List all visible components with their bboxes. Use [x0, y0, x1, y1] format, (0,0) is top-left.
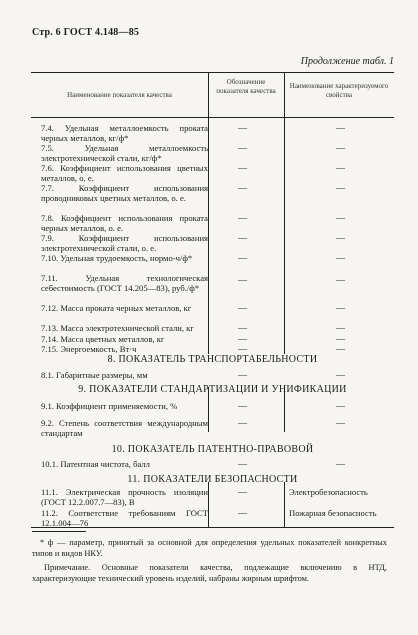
dash: — — [336, 275, 345, 285]
dash: — — [336, 370, 345, 380]
dash: — — [336, 163, 345, 173]
dash: — — [238, 143, 247, 153]
row-11-2: 11.2. Соответствие требованиям ГОСТ 12.1.004—76 — [41, 508, 208, 529]
dash: — — [336, 344, 345, 354]
dash: — — [238, 123, 247, 133]
dash: — — [336, 401, 345, 411]
section-11-title: 11. ПОКАЗАТЕЛИ БЕЗОПАСНОСТИ — [127, 474, 298, 485]
dash: — — [336, 143, 345, 153]
row-7-15: 7.15. Энергоемкость, Вт·ч — [41, 344, 137, 354]
footnote-separator — [32, 531, 86, 532]
dash: — — [336, 323, 345, 333]
header-property: Наименование характеризуемого свойства — [289, 82, 389, 99]
row-8-1: 8.1. Габаритные размеры, мм — [41, 370, 148, 380]
dash: — — [238, 275, 247, 285]
row-9-1: 9.1. Коэффициент применяемости, % — [41, 401, 178, 411]
dash: — — [238, 508, 247, 518]
dash: — — [238, 401, 247, 411]
row-10-1: 10.1. Патентная чистота, балл — [41, 459, 150, 469]
dash: — — [238, 459, 247, 469]
dash: — — [336, 183, 345, 193]
property-fire-safety: Пожарная безопасность — [289, 508, 377, 518]
table-top-border — [31, 72, 394, 73]
table-note: Примечание. Основные показатели качества, подлежащие включению в НТД, характеризующие технический уровень изделий, набраны жирным шрифтом. — [32, 563, 387, 583]
dash: — — [336, 233, 345, 243]
dash: — — [336, 418, 345, 428]
footnote: * ф — параметр, принятый за основной для определения удельных показателей конкретных типов и видов НКУ. — [32, 538, 387, 558]
dash: — — [238, 163, 247, 173]
section-10-title: 10. ПОКАЗАТЕЛЬ ПАТЕНТНО-ПРАВОВОЙ — [111, 444, 314, 455]
dash: — — [238, 253, 247, 263]
dash: — — [238, 233, 247, 243]
page-header: Стр. 6 ГОСТ 4.148—85 — [32, 27, 140, 38]
header-bottom-border — [31, 117, 394, 118]
dash: — — [336, 123, 345, 133]
row-7-8: 7.8. Коэффициент использования проката черных металлов, о. е. — [41, 213, 208, 234]
row-7-4: 7.4. Удельная металлоемкость проката черных металлов, кг/ф* — [41, 123, 208, 144]
dash: — — [238, 323, 247, 333]
section-8-title: 8. ПОКАЗАТЕЛЬ ТРАНСПОРТАБЕЛЬНОСТИ — [107, 354, 318, 365]
dash: — — [238, 487, 247, 497]
dash: — — [238, 183, 247, 193]
dash: — — [238, 303, 247, 313]
row-7-11: 7.11. Удельная технологическая себестоимость (ГОСТ 14.205—83), руб./ф* — [41, 273, 208, 294]
row-7-13: 7.13. Масса электротехнической стали, кг — [41, 323, 194, 333]
dash: — — [238, 418, 247, 428]
dash: — — [336, 253, 345, 263]
row-11-1: 11.1. Электрическая прочность изоляции (ГОСТ 12.2.007.7—83), В — [41, 487, 208, 508]
quality-indicators-table — [31, 72, 394, 527]
property-electrical-safety: Электробезопасность — [289, 487, 368, 497]
row-7-9: 7.9. Коэффициент использования электротехнической стали, о. е. — [41, 233, 208, 254]
col-divider-1c — [208, 482, 209, 527]
dash: — — [336, 303, 345, 313]
dash: — — [238, 213, 247, 223]
col-divider-2 — [284, 72, 285, 354]
header-indicator-name: Наименование показателя качества — [67, 91, 172, 99]
row-7-7: 7.7. Коэффициент использования проводниковых цветных металлов, о. е. — [41, 183, 208, 204]
row-9-2: 9.2. Степень соответствия международным стандартам — [41, 418, 208, 439]
col-divider-2c — [284, 482, 285, 527]
dash: — — [336, 459, 345, 469]
row-7-10: 7.10. Удельная трудоемкость, нормо-ч/ф* — [41, 253, 193, 263]
row-7-12: 7.12. Масса проката черных металлов, кг — [41, 303, 192, 313]
header-designation: Обозначение показателя качества — [216, 78, 276, 95]
row-7-14: 7.14. Масса цветных металлов, кг — [41, 334, 165, 344]
row-7-5: 7.5. Удельная металлоемкость электротехнической стали, кг/ф* — [41, 143, 208, 164]
section-9-title: 9. ПОКАЗАТЕЛИ СТАНДАРТИЗАЦИИ И УНИФИКАЦИИ — [78, 384, 347, 395]
row-7-6: 7.6. Коэффициент использования цветных металлов, о. е. — [41, 163, 208, 184]
dash: — — [238, 344, 247, 354]
dash: — — [238, 334, 247, 344]
dash: — — [238, 370, 247, 380]
table-continuation-label: Продолжение табл. 1 — [300, 56, 394, 67]
dash: — — [336, 334, 345, 344]
col-divider-1 — [208, 72, 209, 354]
dash: — — [336, 213, 345, 223]
